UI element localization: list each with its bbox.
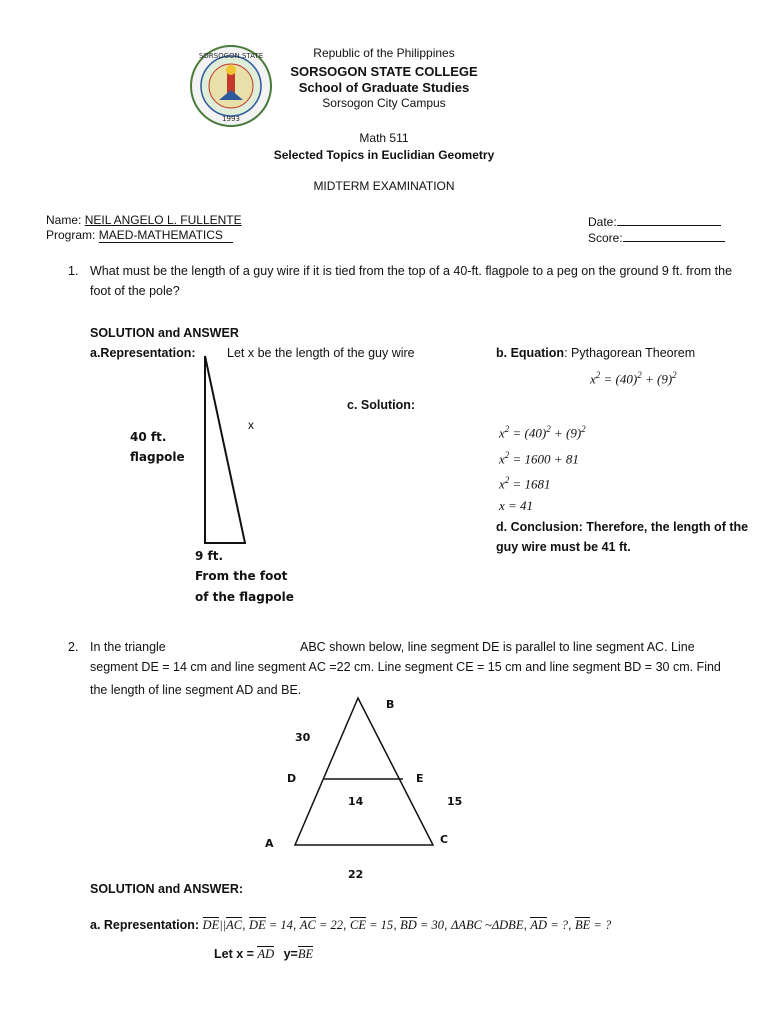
q1-fig-height1: 40 ft. bbox=[130, 430, 167, 444]
q2-representation-row: a. Representation: DE||AC, DE = 14, AC = 22, CE = 15, BD = 30, ΔABC ~ΔDBE, AD = ?, BE = ? bbox=[90, 918, 612, 932]
program-row bbox=[46, 228, 233, 243]
q1-fig-base2: From the foot bbox=[195, 569, 288, 583]
score-row bbox=[588, 229, 725, 245]
header-campus: Sorsogon City Campus bbox=[322, 96, 446, 110]
q1-rep-text: Let x be the length of the guy wire bbox=[227, 346, 415, 360]
q1-conclusion-line1: d. Conclusion: Therefore, the length of the bbox=[496, 520, 749, 534]
date-label: Date: bbox=[588, 215, 617, 229]
q2-label-a: A bbox=[265, 837, 274, 850]
score-field[interactable] bbox=[623, 229, 725, 242]
q2-label-15: 15 bbox=[447, 795, 463, 808]
program-label: Program: bbox=[46, 228, 96, 242]
q1-conclusion-line2: guy wire must be 41 ft. bbox=[496, 540, 631, 554]
q1-step1: $x^2 = (40)^2 + (9)^2$ bbox=[499, 424, 586, 441]
q2-label-14: 14 bbox=[348, 795, 364, 808]
seal-year-text: 1993 bbox=[222, 115, 240, 123]
course-code: Math 511 bbox=[359, 131, 409, 145]
date-field[interactable] bbox=[617, 213, 721, 226]
q1-solution-heading: SOLUTION and ANSWER bbox=[90, 326, 239, 340]
course-title: Selected Topics in Euclidian Geometry bbox=[273, 148, 495, 162]
q1-triangle bbox=[205, 356, 245, 543]
header-college: SORSOGON STATE COLLEGE bbox=[290, 64, 478, 79]
q1-solution-label: c. Solution: bbox=[347, 398, 416, 412]
q2-text-line1b: ABC shown below, line segment DE is parallel to line segment AC. Line bbox=[300, 640, 695, 654]
q1-equation-row bbox=[496, 346, 695, 360]
q2-label-30: 30 bbox=[295, 731, 311, 744]
name-label: Name: bbox=[46, 213, 82, 227]
q2-number: 2. bbox=[68, 640, 79, 654]
name-row bbox=[46, 213, 242, 227]
q1-text-line2: foot of the pole? bbox=[90, 284, 180, 298]
q1-fig-height2: flagpole bbox=[130, 450, 185, 464]
q2-rep-label: a. Representation: bbox=[90, 918, 200, 932]
q2-let-row: Let x = AD y=BE bbox=[214, 947, 314, 961]
q1-number: 1. bbox=[68, 264, 79, 278]
q1-eq-text: : Pythagorean Theorem bbox=[564, 346, 696, 360]
date-row bbox=[588, 213, 721, 229]
header-school: School of Graduate Studies bbox=[298, 80, 470, 95]
q2-text-line1a: In the triangle bbox=[90, 640, 166, 654]
q1-rep-label: a.Representation: bbox=[90, 346, 196, 360]
q1-text-line1: What must be the length of a guy wire if it is tied from the top of a 40-ft. flagpole to a peg on the ground 9 ft. from the bbox=[90, 264, 733, 278]
q1-fig-base1: 9 ft. bbox=[195, 549, 224, 563]
header-republic: Republic of the Philippines bbox=[313, 46, 455, 60]
q2-solution-heading: SOLUTION and ANSWER: bbox=[90, 882, 244, 896]
q2-label-e: E bbox=[416, 772, 424, 785]
exam-title: MIDTERM EXAMINATION bbox=[313, 179, 455, 193]
q1-fig-x: x bbox=[248, 418, 254, 432]
q1-equation-formula: $x^2 = (40)^2 + (9)^2$ bbox=[590, 370, 677, 387]
q1-step4: x = 41 bbox=[499, 498, 534, 513]
q1-step2: $x^2 = 1600 + 81$ bbox=[499, 450, 579, 467]
q2-triangle-abc bbox=[295, 698, 433, 845]
q2-text-line3: the length of line segment AD and BE. bbox=[90, 683, 302, 697]
q2-label-d: D bbox=[287, 772, 297, 785]
score-label: Score: bbox=[588, 231, 623, 245]
seal-top-text: SORSOGON STATE bbox=[198, 52, 264, 60]
q1-fig-base3: of the flagpole bbox=[195, 590, 294, 604]
q1-eq-label: b. Equation bbox=[496, 346, 565, 360]
q2-text-line2: segment DE = 14 cm and line segment AC =22 cm. Line segment CE = 15 cm and line segment BD = 30 cm. Find bbox=[90, 660, 721, 674]
q1-flagpole-figure bbox=[195, 350, 255, 548]
q2-label-b: B bbox=[386, 698, 395, 711]
q1-step3: $x^2 = 1681$ bbox=[499, 475, 551, 492]
q2-label-22: 22 bbox=[348, 868, 364, 881]
q2-let-x: Let x = bbox=[214, 947, 254, 961]
program-value: MAED-MATHEMATICS bbox=[99, 228, 233, 243]
q2-label-c: C bbox=[440, 833, 449, 846]
q2-let-y: y= bbox=[283, 947, 298, 961]
name-value: NEIL ANGELO L. FULLENTE bbox=[84, 213, 242, 227]
